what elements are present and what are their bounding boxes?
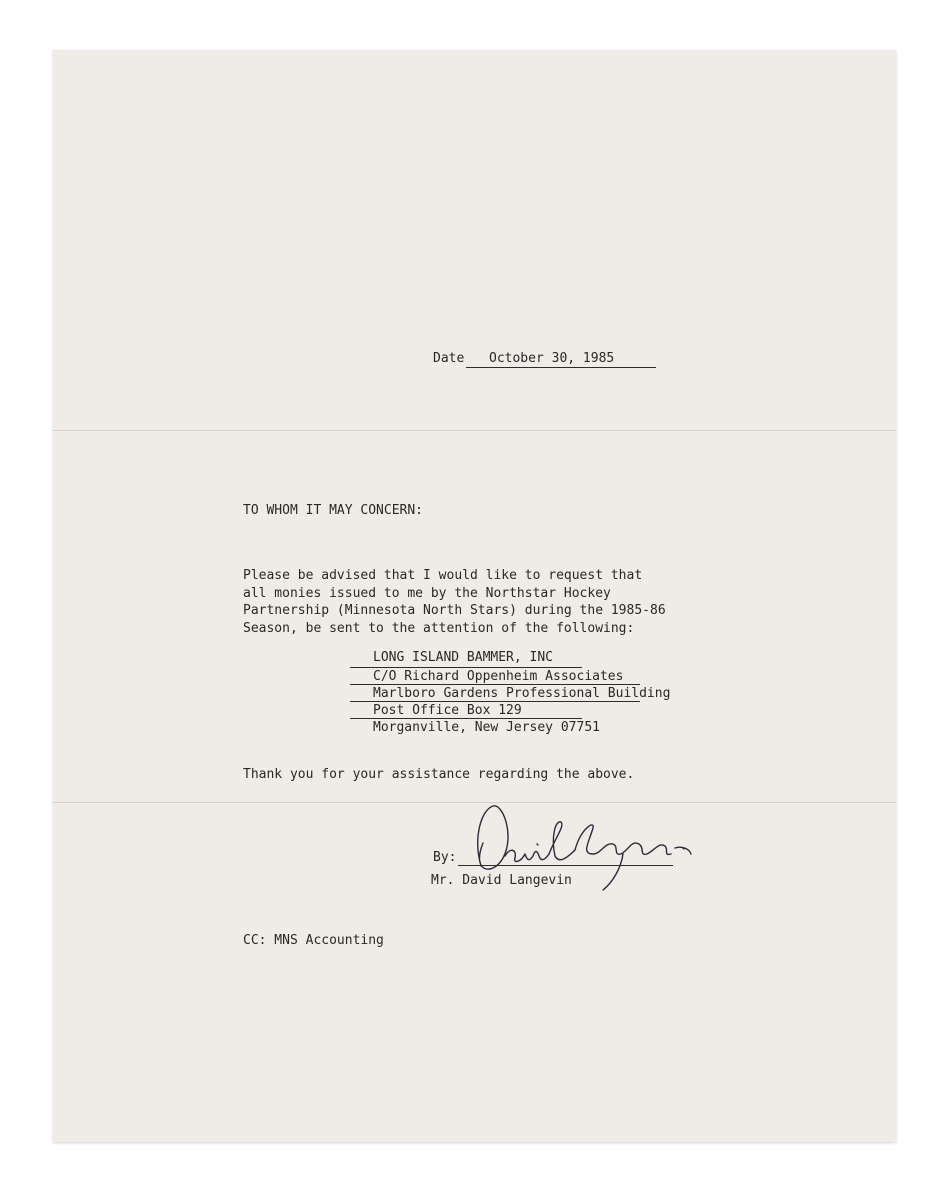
address-line-po-box: Post Office Box 129 <box>373 703 522 718</box>
date-underline <box>466 367 656 368</box>
address-line-building: Marlboro Gardens Professional Building <box>373 686 671 701</box>
body-paragraph <box>243 567 666 637</box>
address-line-care-of: C/O Richard Oppenheim Associates <box>373 669 624 684</box>
handwritten-signature <box>463 798 693 893</box>
date-label: Date <box>433 351 465 366</box>
cc-line: CC: MNS Accounting <box>243 933 384 948</box>
body-line: all monies issued to me by the Northstar Hockey <box>243 585 611 601</box>
body-line: Season, be sent to the attention of the following: <box>243 620 635 636</box>
signer-name: Mr. David Langevin <box>431 873 572 888</box>
closing-line: Thank you for your assistance regarding the above. <box>243 767 635 782</box>
address-line-city: Morganville, New Jersey 07751 <box>373 720 600 735</box>
body-line: Please be advised that I would like to request that <box>243 568 643 583</box>
salutation: TO WHOM IT MAY CONCERN: <box>243 503 424 518</box>
letter-page <box>53 50 896 1142</box>
body-line: Partnership (Minnesota North Stars) during the 1985-86 <box>243 603 666 618</box>
address-line-company: LONG ISLAND BAMMER, INC <box>373 650 554 665</box>
date-value: October 30, 1985 <box>489 351 615 366</box>
by-label: By: <box>433 850 457 865</box>
